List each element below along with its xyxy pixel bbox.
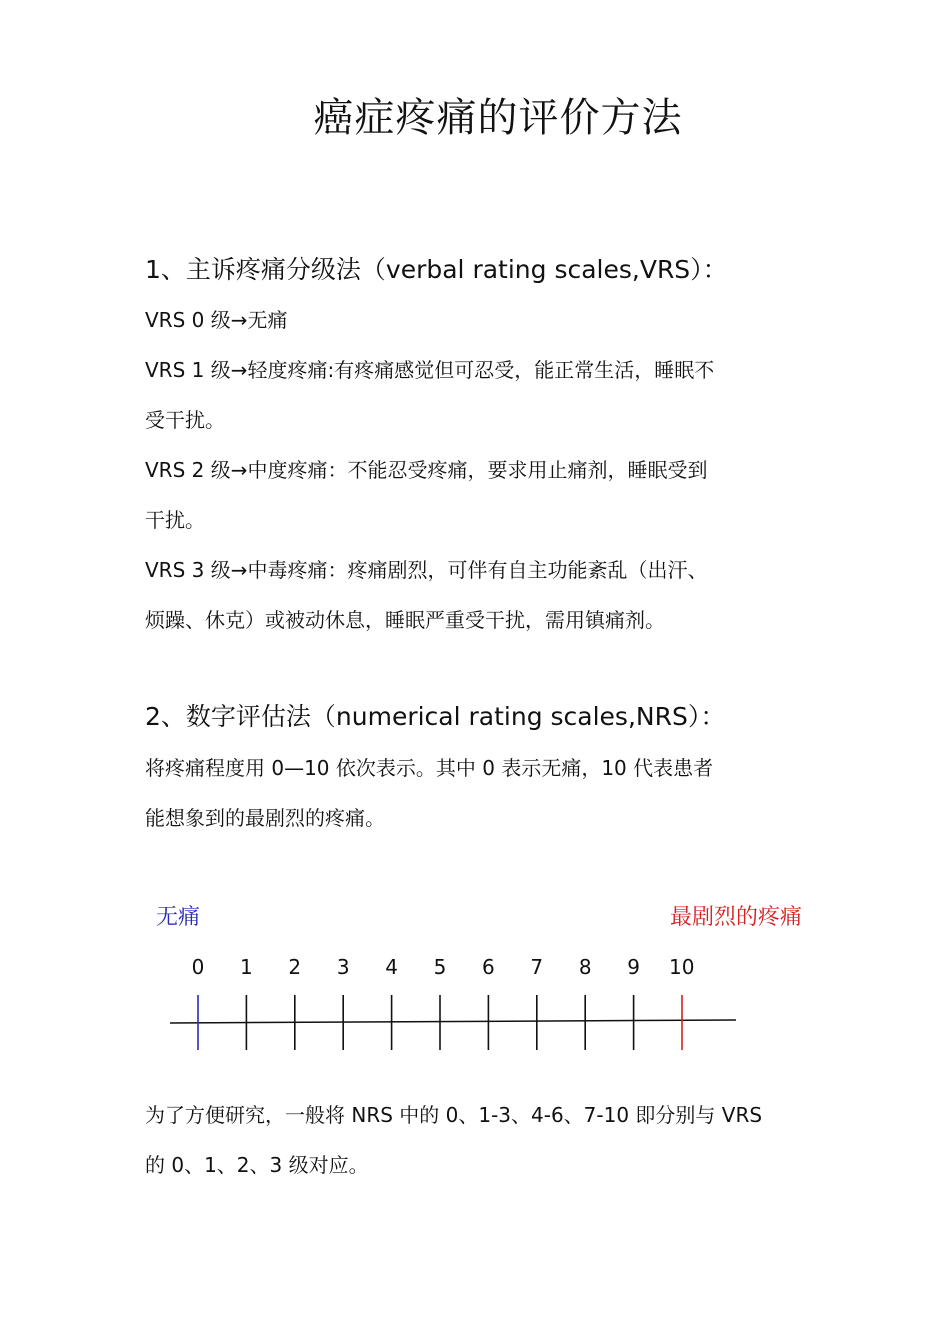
vrs-heading: 1、主诉疼痛分级法（verbal rating scales,VRS）： [145, 255, 728, 284]
tick-label-8: 8 [578, 955, 592, 979]
nrs-heading: 2、数字评估法（numerical rating scales,NRS）： [145, 702, 726, 731]
vrs-grade-1-cont: 受干扰。 [145, 408, 225, 432]
conclusion [145, 1090, 815, 1190]
tick-label-5: 5 [433, 955, 447, 979]
vrs-grade-1: VRS 1 级→轻度疼痛:有疼痛感觉但可忍受，能正常生活，睡眠不 [145, 358, 715, 382]
tick-label-3: 3 [336, 955, 350, 979]
vrs-grade-3: VRS 3 级→中毒疼痛：疼痛剧烈，可伴有自主功能紊乱（出汗、 [145, 558, 708, 582]
vrs-grade-list [145, 295, 815, 645]
scale-baseline [170, 1020, 736, 1023]
tick-label-6: 6 [482, 955, 495, 979]
tick-label-10: 10 [669, 955, 695, 979]
tick-label-9: 9 [627, 955, 640, 979]
vrs-grade-2: VRS 2 级→中度疼痛：不能忍受疼痛，要求用止痛剂，睡眠受到 [145, 458, 708, 482]
vrs-grade-0: VRS 0 级→无痛 [145, 308, 288, 332]
scale-label-no-pain: 无痛 [156, 905, 201, 930]
nrs-desc-line: 将疼痛程度用 0—10 依次表示。其中 0 表示无痛，10 代表患者 [145, 756, 714, 780]
tick-label-7: 7 [530, 955, 544, 979]
conclusion-line: 为了方便研究，一般将 NRS 中的 0、1-3、4-6、7-10 即分别与 VRS [145, 1103, 763, 1127]
tick-label-1: 1 [240, 955, 253, 979]
nrs-scale-diagram [0, 940, 950, 1060]
vrs-grade-3-cont: 烦躁、休克）或被动休息，睡眠严重受干扰，需用镇痛剂。 [145, 608, 665, 632]
tick-label-4: 4 [385, 955, 398, 979]
nrs-description [145, 743, 815, 843]
tick-label-0: 0 [191, 955, 205, 979]
conclusion-line: 的 0、1、2、3 级对应。 [145, 1153, 369, 1177]
scale-label-worst-pain: 最剧烈的疼痛 [669, 905, 802, 930]
vrs-grade-2-cont: 干扰。 [145, 508, 205, 532]
tick-label-2: 2 [288, 955, 302, 979]
nrs-desc-line: 能想象到的最剧烈的疼痛。 [145, 806, 385, 830]
page-title: 癌症疼痛的评价方法 [313, 95, 683, 141]
